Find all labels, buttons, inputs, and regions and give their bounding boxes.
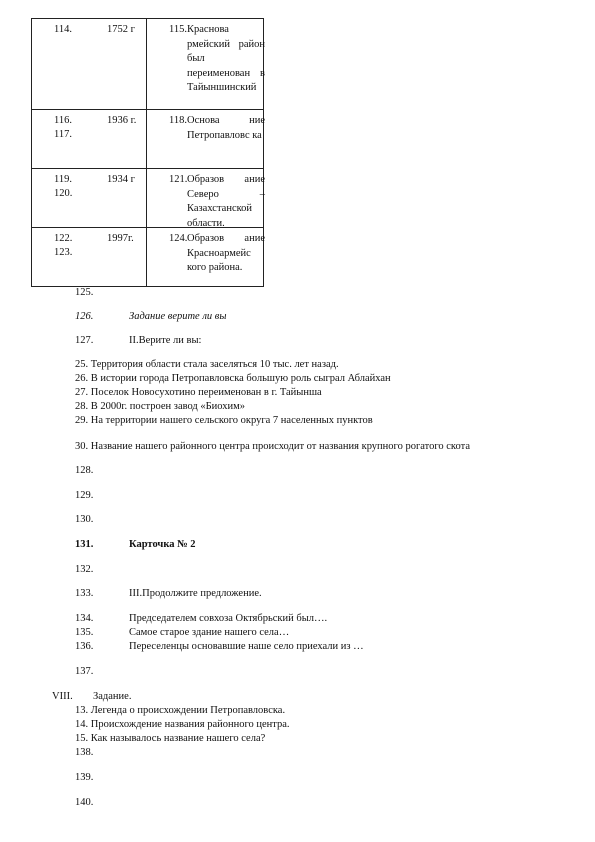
- table-row: [32, 228, 264, 287]
- table-cell-event: [147, 228, 264, 287]
- statement: 15. Как называлось название нашего села?: [75, 733, 266, 744]
- statement: 27. Поселок Новосухотино переименован в г. Тайынша: [75, 387, 322, 398]
- table-cell-numbers: [32, 19, 147, 110]
- section-roman-number: VIII.: [52, 691, 73, 702]
- sentence-prompt: Самое старое здание нашего села…: [129, 627, 290, 638]
- year-value: 1936 г.: [107, 115, 137, 126]
- list-number: 137.: [75, 666, 94, 677]
- table-cell-numbers: [32, 110, 147, 169]
- event-text: Образов ание Красноармейс кого района.: [187, 233, 265, 273]
- list-number: 136.: [75, 641, 94, 652]
- section-heading: III.Продолжите предложение.: [129, 588, 262, 599]
- table-cell-event: [147, 169, 264, 228]
- row-number: 115.: [169, 24, 187, 35]
- event-text: Образов ание Северо – Казахстанской области.: [187, 174, 265, 229]
- row-number: 121.: [169, 174, 188, 185]
- row-number: 117.: [54, 129, 72, 140]
- list-number: 134.: [75, 613, 94, 624]
- statement: 29. На территории нашего сельского округа 7 населенных пунктов: [75, 415, 373, 426]
- list-number: 125.: [75, 287, 94, 298]
- sentence-prompt: Переселенцы основавшие наше село приехали из …: [129, 641, 364, 652]
- sentence-prompt: Председателем совхоза Октябрьский был….: [129, 613, 328, 624]
- list-number: 127.: [75, 335, 94, 346]
- statement: 13. Легенда о происхождении Петропавловска.: [75, 705, 286, 716]
- year-value: 1997г.: [107, 233, 134, 244]
- card-title: Карточка № 2: [129, 539, 196, 550]
- list-number: 130.: [75, 514, 94, 525]
- list-number: 139.: [75, 772, 94, 783]
- statement: 25. Территория области стала заселяться 10 тыс. лет назад.: [75, 359, 339, 370]
- table-cell-numbers: [32, 228, 147, 287]
- row-number: 116.: [54, 115, 72, 126]
- statement: 28. В 2000г. построен завод «Биохим»: [75, 401, 246, 412]
- section-heading: II.Верите ли вы:: [129, 335, 202, 346]
- year-value: 1752 г: [107, 24, 135, 35]
- statement: 30. Название нашего районного центра происходит от названия крупного рогатого скота: [75, 441, 470, 452]
- row-number: 118.: [169, 115, 187, 126]
- section-heading: Задание.: [93, 691, 132, 702]
- row-number: 123.: [54, 247, 73, 258]
- row-number: 114.: [54, 24, 72, 35]
- list-number: 132.: [75, 564, 94, 575]
- list-number: 131.: [75, 539, 94, 550]
- list-number: 138.: [75, 747, 94, 758]
- table-row: [32, 19, 264, 110]
- event-text: Основа ние Петропавловс ка: [187, 115, 265, 141]
- list-number: 135.: [75, 627, 94, 638]
- event-text: Краснова рмейский район был переименован в Тайыншинский: [187, 24, 265, 93]
- table-row: [32, 110, 264, 169]
- statement: 26. В истории города Петропавловска большую роль сыграл Аблайхан: [75, 373, 391, 384]
- list-number: 128.: [75, 465, 94, 476]
- row-number: 124.: [169, 233, 188, 244]
- row-number: 120.: [54, 188, 73, 199]
- statement: 14. Происхождение названия районного центра.: [75, 719, 290, 730]
- row-number: 119.: [54, 174, 72, 185]
- task-title: Задание верите ли вы: [129, 311, 227, 322]
- history-match-table: [31, 18, 264, 287]
- table-row: [32, 169, 264, 228]
- year-value: 1934 г: [107, 174, 135, 185]
- table-cell-event: [147, 110, 264, 169]
- row-number: 122.: [54, 233, 73, 244]
- table-cell-numbers: [32, 169, 147, 228]
- list-number: 140.: [75, 797, 94, 808]
- list-number: 133.: [75, 588, 94, 599]
- list-number: 129.: [75, 490, 94, 501]
- list-number: 126.: [75, 311, 94, 322]
- table-cell-event: [147, 19, 264, 110]
